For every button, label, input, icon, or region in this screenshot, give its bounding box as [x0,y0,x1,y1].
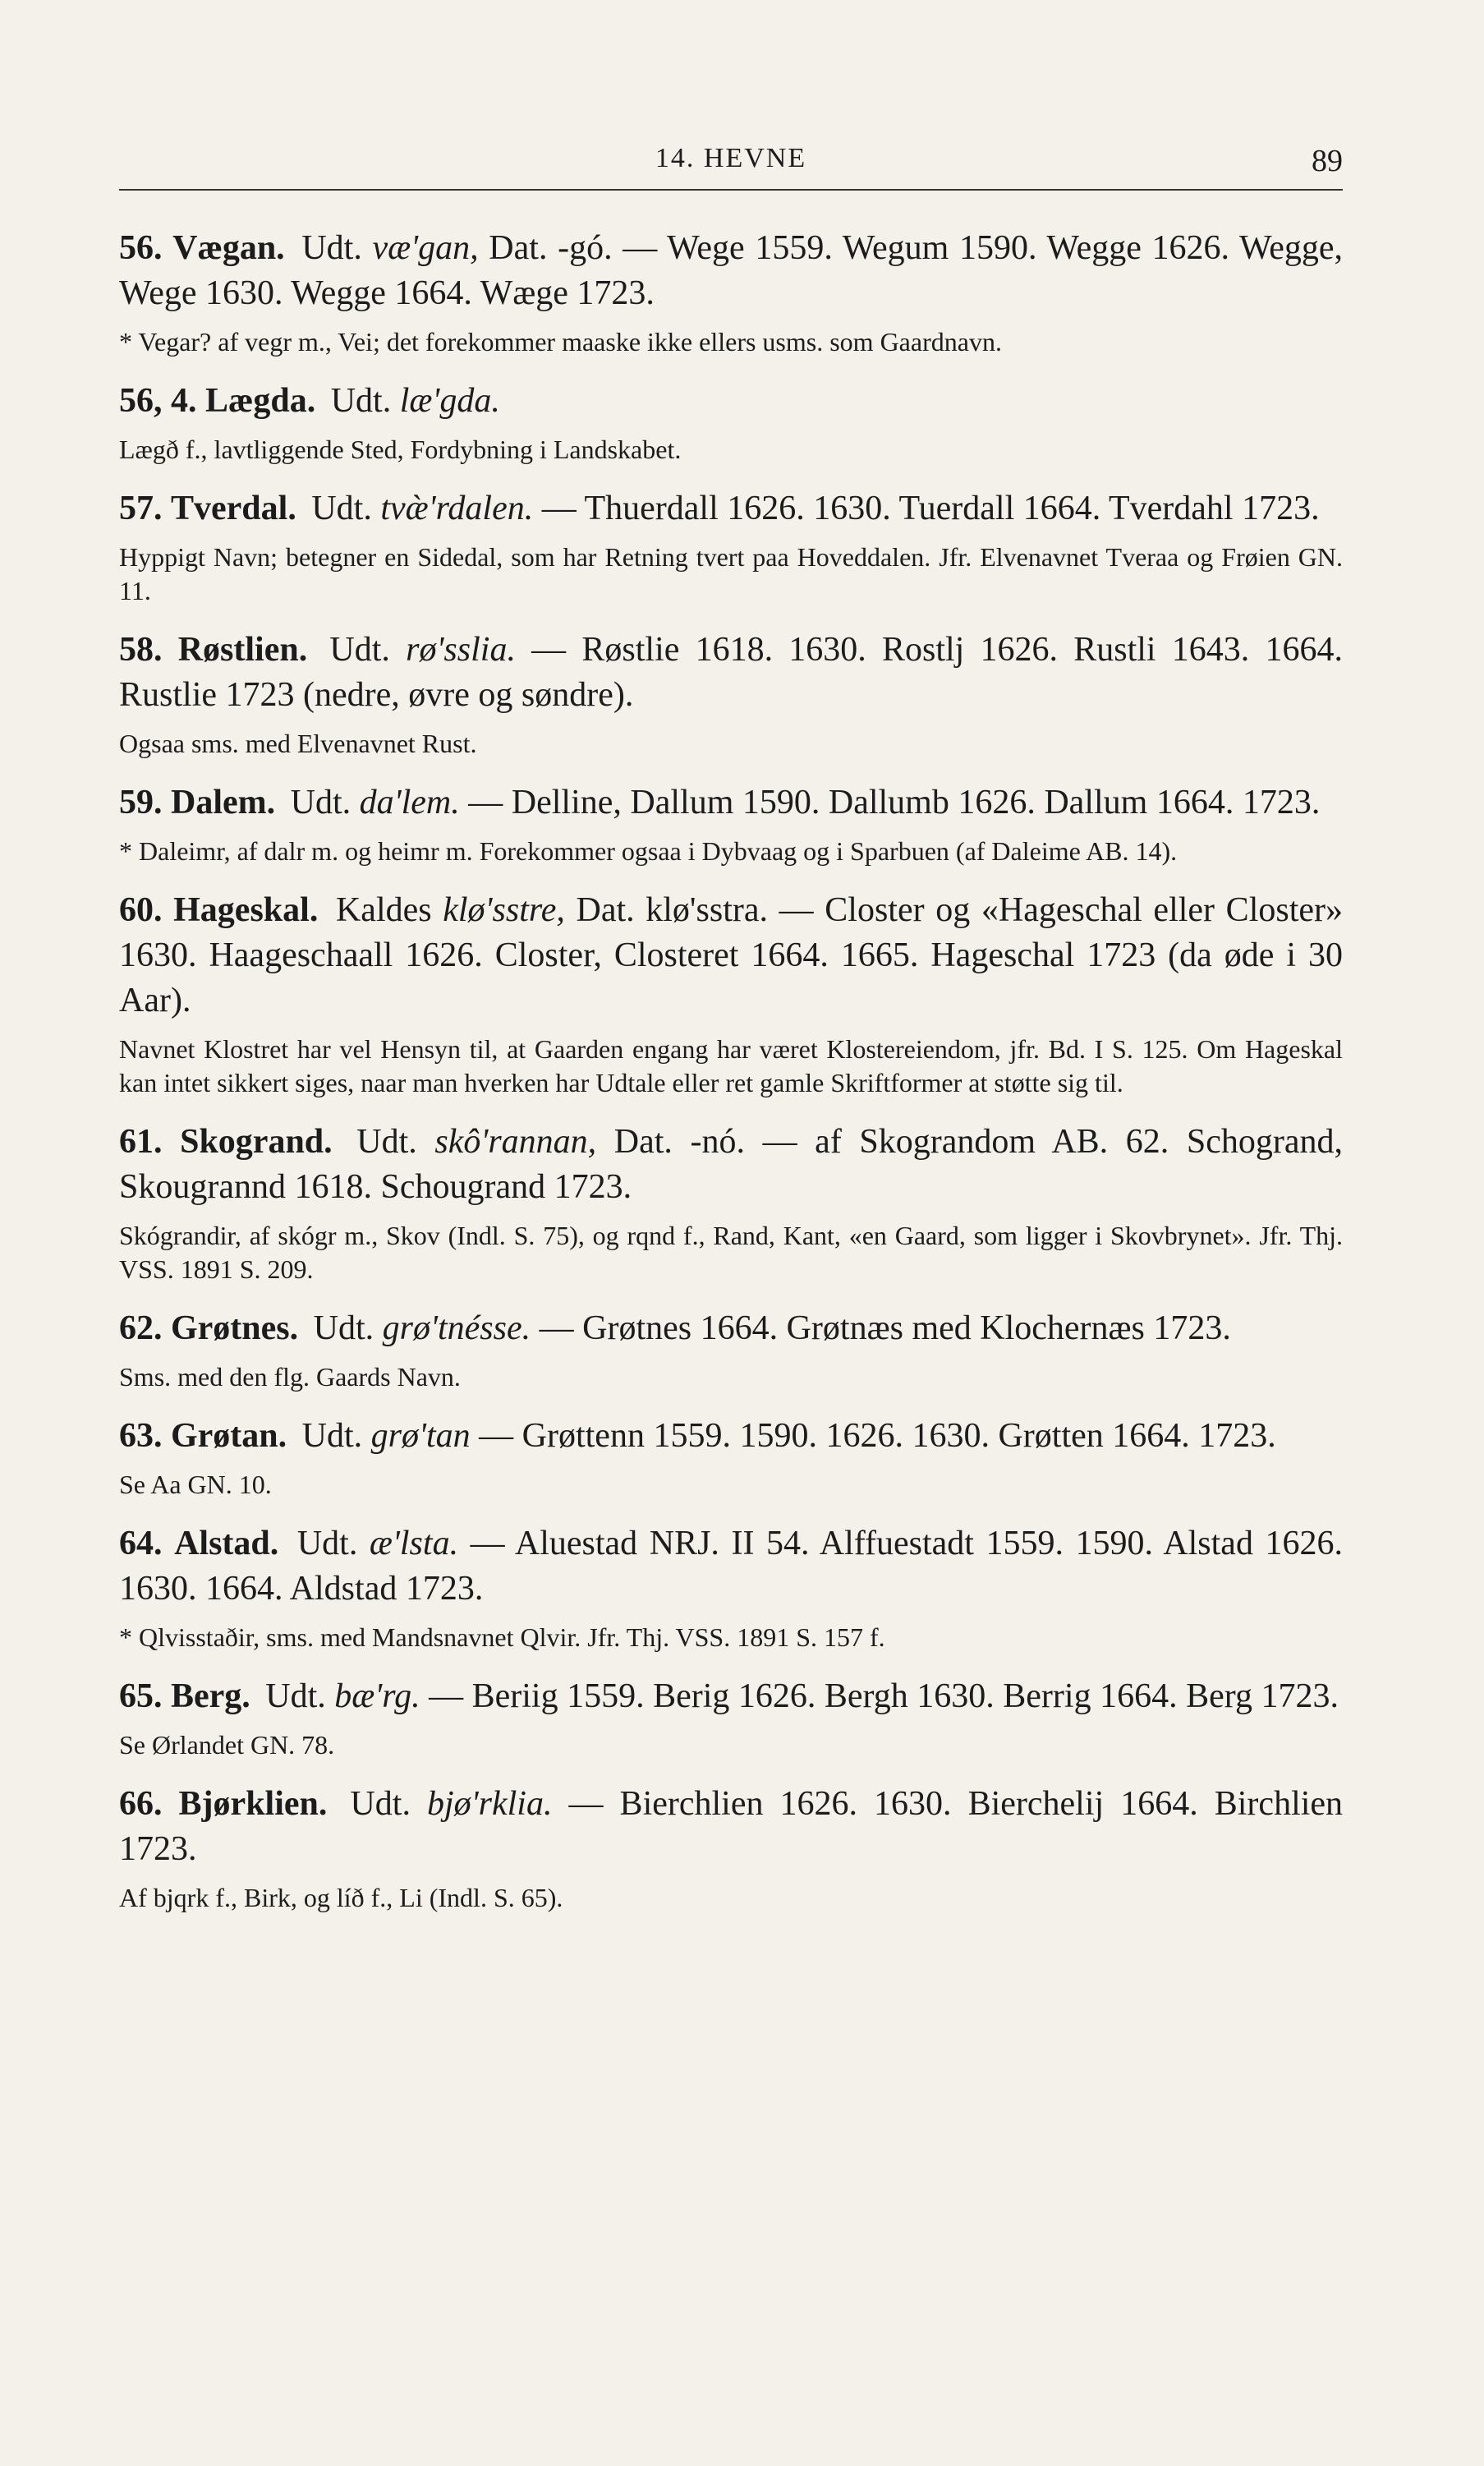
pronunciation: da'lem. [359,784,460,821]
entry-note: Sms. med den flg. Gaards Navn. [119,1362,461,1392]
entry-64 [119,1521,1343,1654]
pronunciation: klø'sstre, [443,891,565,929]
entry-text: Dat. -nó. — af Skograndom AB. 62. Schogrand, Skougrannd 1618. Schougrand 1723. [119,1123,1343,1206]
running-head [119,140,1343,191]
pronunciation: bjø'rklia. [426,1785,553,1823]
entry-number: 57. [119,490,163,527]
entry-label: Udt. [301,229,362,267]
entry-main [119,1782,1343,1872]
entry-text: Dat. klø'sstra. — Closter og «Hageschal eller Closter» 1630. Haageschaall 1626. Closter, Closteret 1664. 1665. Hageschal 1723 (da øde i 30 Aar). [119,891,1343,1019]
entry-56 [119,226,1343,359]
entry-63 [119,1414,1343,1502]
entry-note: * Daleimr, af dalr m. og heimr m. Forekommer ogsaa i Dybvaag og i Sparbuen (af Daleime AB. 14). [119,836,1178,866]
farm-name: Skogrand. [180,1123,333,1161]
entry-number: 64. [119,1525,163,1562]
entry-number: 61. [119,1123,163,1161]
entry-label: Udt. [350,1785,411,1823]
entry-59 [119,780,1343,868]
pronunciation: grø'tan [370,1417,471,1455]
entry-58 [119,628,1343,761]
pronunciation: skô'rannan, [434,1123,597,1161]
entry-note: Hyppigt Navn; betegner en Sidedal, som har Retning tvert paa Hoveddalen. Jfr. Elvenavnet Tveraa og Frøien GN. 11. [119,542,1343,605]
entry-56-4 [119,379,1343,467]
entry-number: 63. [119,1417,163,1455]
entry-main [119,1414,1343,1459]
entry-65 [119,1674,1343,1762]
entry-number: 59. [119,784,163,821]
entry-number: 60. [119,891,163,929]
entry-text: — Delline, Dallum 1590. Dallumb 1626. Dallum 1664. 1723. [468,784,1321,821]
entry-note: Se Ørlandet GN. 78. [119,1730,335,1760]
entry-number: 56. [119,229,163,267]
entry-note: Skógrandir, af skógr m., Skov (Indl. S. 75), og rqnd f., Rand, Kant, «en Gaard, som ligger i Skovbrynet». Jfr. Thj. VSS. 1891 S. 209. [119,1221,1343,1284]
entry-number: 58. [119,631,163,669]
entry-62 [119,1306,1343,1394]
entry-label: Udt. [329,631,390,669]
farm-name: Hageskal. [173,891,319,929]
entry-note: Se Aa GN. 10. [119,1470,272,1499]
pronunciation: æ'lsta. [369,1525,459,1562]
entry-66 [119,1782,1343,1915]
entry-main [119,379,1343,424]
entry-main [119,1674,1343,1719]
pronunciation: tvæ̀'rdalen. [380,490,534,527]
farm-name: Grøtan. [171,1417,287,1455]
entry-note: Lægð f., lavtliggende Sted, Fordybning i Landskabet. [119,435,682,464]
entry-main [119,1120,1343,1210]
farm-name: Berg. [171,1677,250,1715]
farm-name: Tverdal. [171,490,296,527]
entry-note: Navnet Klostret har vel Hensyn til, at Gaarden engang har været Klostereiendom, jfr. Bd. I S. 125. Om Hageskal kan intet sikkert siges, naar man hverken har Udtale eller ret gamle Skriftformer at støtte sig til. [119,1034,1343,1097]
entry-60 [119,888,1343,1100]
entry-main [119,226,1343,316]
entry-text: — Grøttenn 1559. 1590. 1626. 1630. Grøtten 1664. 1723. [479,1417,1276,1455]
entry-text: — Røstlie 1618. 1630. Rostlj 1626. Rustli 1643. 1664. Rustlie 1723 (nedre, øvre og søndre). [119,631,1344,714]
page-number: 89 [1312,144,1343,178]
pronunciation: bæ'rg. [334,1677,420,1715]
farm-name: Røstlien. [177,631,308,669]
pronunciation: grø'tnésse. [382,1309,531,1347]
entry-number: 56, 4. [119,382,197,420]
entry-label: Udt. [330,382,392,420]
entry-number: 65. [119,1677,163,1715]
entry-text: — Bierchlien 1626. 1630. Bierchelij 1664. Birchlien 1723. [119,1785,1344,1868]
entry-61 [119,1120,1343,1286]
entry-note: * Vegar? af vegr m., Vei; det forekommer maaske ikke ellers usms. som Gaardnavn. [119,327,1002,357]
entry-main [119,1521,1343,1612]
pronunciation: rø'sslia. [406,631,516,669]
entry-label: Udt. [265,1677,326,1715]
entry-label: Udt. [313,1309,374,1347]
entry-text: Dat. -gó. — Wege 1559. Wegum 1590. Wegge 1626. Wegge, Wege 1630. Wegge 1664. Wæge 1723. [119,229,1344,312]
entry-text: — Beriig 1559. Berig 1626. Bergh 1630. Berrig 1664. Berg 1723. [429,1677,1339,1715]
entry-note: Af bjqrk f., Birk, og líð f., Li (Indl. S. 65). [119,1883,563,1912]
entry-number: 66. [119,1785,163,1823]
pronunciation: væ'gan, [372,229,479,267]
farm-name: Lægda. [205,382,316,420]
farm-name: Dalem. [171,784,276,821]
entry-label: Udt. [356,1123,417,1161]
entry-text: — Aluestad NRJ. II 54. Alffuestadt 1559. 1590. Alstad 1626. 1630. 1664. Aldstad 1723. [119,1525,1344,1608]
entry-number: 62. [119,1309,163,1347]
entry-note: * Qlvisstaðir, sms. med Mandsnavnet Qlvir. Jfr. Thj. VSS. 1891 S. 157 f. [119,1622,885,1652]
entry-label: Kaldes [335,891,432,929]
entry-main [119,888,1343,1024]
pronunciation: læ'gda. [399,382,500,420]
chapter-title: 14. HEVNE [655,143,807,173]
entry-label: Udt. [301,1417,363,1455]
entry-text: — Grøtnes 1664. Grøtnæs med Klochernæs 1723. [539,1309,1231,1347]
entry-note: Ogsaa sms. med Elvenavnet Rust. [119,729,477,758]
entry-main [119,628,1343,718]
entry-text: — Thuerdall 1626. 1630. Tuerdall 1664. Tverdahl 1723. [541,490,1320,527]
farm-name: Grøtnes. [171,1309,299,1347]
entry-label: Udt. [290,784,351,821]
entry-main [119,780,1343,826]
entry-label: Udt. [296,1525,358,1562]
entry-main [119,486,1343,531]
entry-main [119,1306,1343,1351]
entries-list [119,226,1343,1935]
entry-label: Udt. [311,490,372,527]
farm-name: Bjørklien. [178,1785,328,1823]
farm-name: Alstad. [174,1525,279,1562]
farm-name: Vægan. [172,229,285,267]
entry-57 [119,486,1343,608]
